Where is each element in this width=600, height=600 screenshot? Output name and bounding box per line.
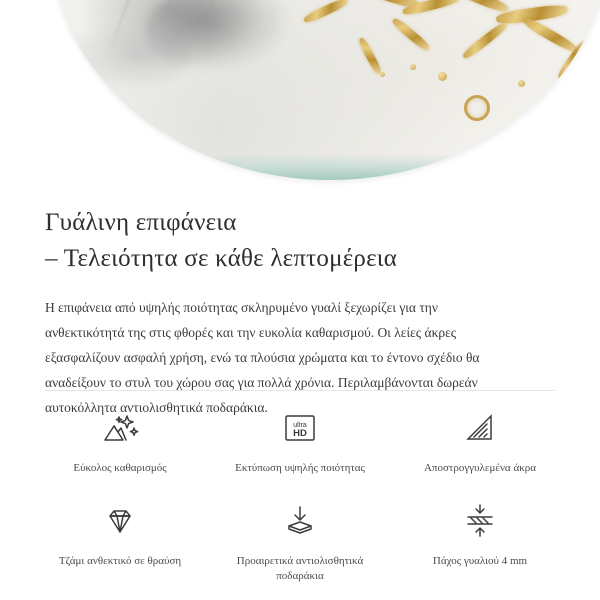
diamond-icon — [97, 498, 143, 544]
page-title-line-2: – Τελειότητα σε κάθε λεπτομέρεια — [45, 245, 398, 272]
feature-label: Τζάμι ανθεκτικό σε θραύση — [58, 555, 182, 567]
gold-dot-4 — [380, 72, 385, 77]
gold-streak-9 — [357, 36, 383, 75]
gold-dot-2 — [410, 64, 416, 70]
anti-slip-pads-icon — [277, 498, 323, 544]
gold-streak-7 — [522, 16, 579, 55]
feature-item — [30, 498, 210, 584]
feature-label: Αποστρογγυλεμένα άκρα — [423, 462, 537, 474]
gold-ring-pendant — [464, 95, 490, 121]
feature-label: Εύκολος καθαρισμός — [73, 462, 167, 474]
page-title-line-1: Γυάλινη επιφάνεια — [45, 209, 237, 236]
feature-item — [390, 405, 570, 476]
svg-text:ultra: ultra — [293, 422, 307, 429]
sparkle-cloth-icon — [97, 405, 143, 451]
feature-label: Εκτύπωση υψηλής ποιότητας — [235, 462, 365, 474]
ultra-hd-icon — [277, 405, 323, 451]
polished-edges-icon — [457, 405, 503, 451]
feature-item — [210, 498, 390, 584]
description-block — [0, 205, 600, 420]
glass-disc-artwork — [50, 0, 600, 180]
thickness-icon — [457, 498, 503, 544]
svg-text:HD: HD — [293, 428, 307, 439]
gold-streak-6 — [461, 20, 509, 60]
feature-item — [390, 498, 570, 584]
feature-label: Πάχος γυαλιού 4 mm — [432, 555, 528, 567]
gold-streak-5 — [390, 16, 431, 52]
hero-image — [0, 0, 600, 200]
feature-label: Προαιρετικά αντιολισθητικά ποδαράκια — [236, 555, 364, 582]
description-paragraph: Η επιφάνεια από υψηλής ποιότητας σκληρυμένο γυαλί ξεχωρίζει για την ανθεκτικότητά της στις φθορές και την ευκολία καθαρισμού. Οι λείες άκρες εξασφαλίζουν ασφαλή χρήση, ενώ τα πλούσια χρώματα και το έντονο σχέδιο θα αναδείξουν το στυλ του χώρου σας για πολλά χρόνια. Περιλαμβάνονται δωρεάν αυτοκόλλητα αντιολισθητικά ποδαράκια. — [45, 300, 480, 415]
ink-smoke-3 — [60, 20, 190, 90]
section-divider — [45, 390, 555, 391]
gold-dot-3 — [518, 80, 525, 87]
page-title — [0, 205, 600, 277]
feature-item — [30, 405, 210, 476]
feature-grid — [30, 405, 570, 584]
gold-streak-8 — [302, 0, 349, 25]
feature-item — [210, 405, 390, 476]
gold-dot-1 — [438, 72, 447, 81]
